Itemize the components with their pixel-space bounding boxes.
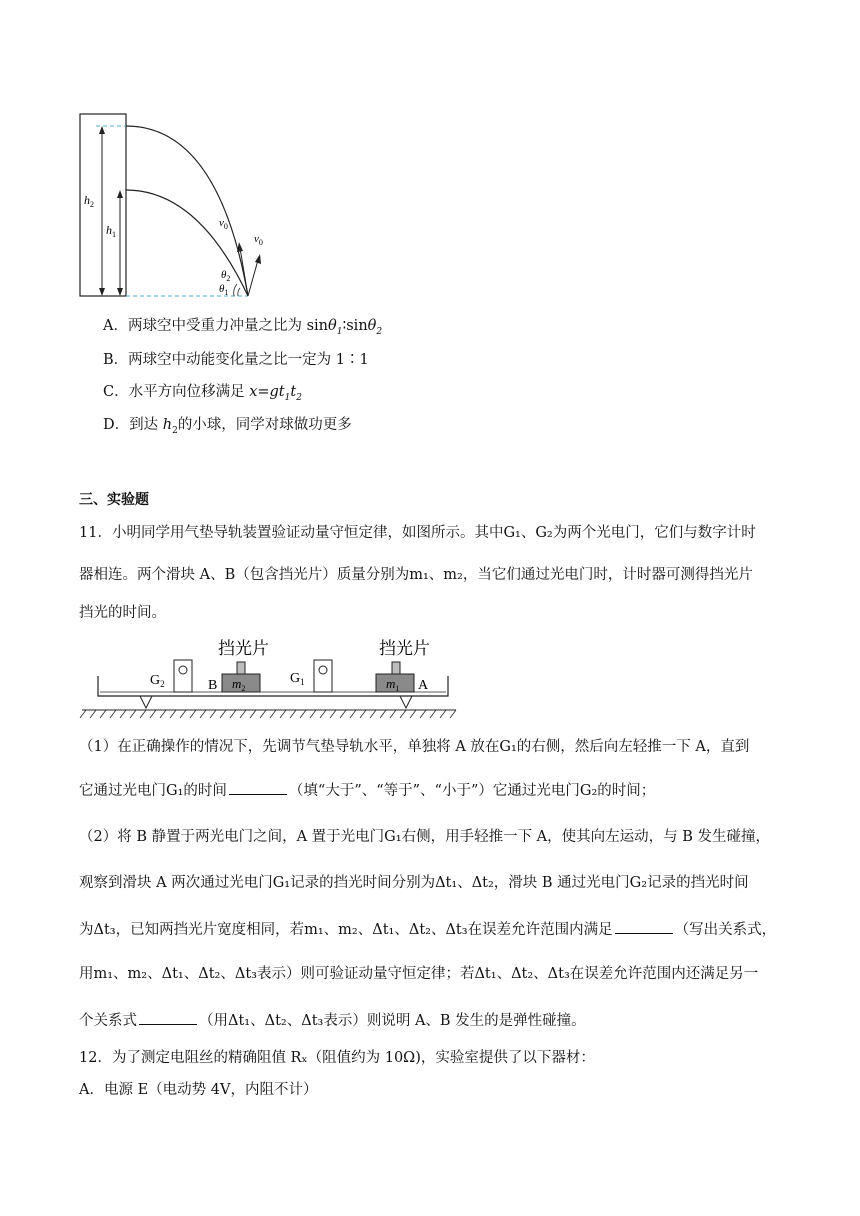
q11-part2-line-2: 观察到滑块 A 两次通过光电门G₁记录的挡光时间分别为Δt₁、Δt₂，滑块 B 通过光电门G₂记录的挡光时间 bbox=[79, 875, 749, 891]
support-left bbox=[140, 696, 152, 708]
m1-label: $m_1$ bbox=[386, 676, 400, 693]
trajectory-h2 bbox=[126, 126, 248, 296]
shade-label-left: 挡光片 bbox=[218, 639, 269, 658]
option-c[interactable]: C．水平方向位移满足 $x=gt_1t_2$ bbox=[103, 384, 302, 403]
q11-line-2: 器相连。两个滑块 A、B（包含挡光片）质量分别为m₁、m₂，当它们通过光电门时，计时器可测得挡光片 bbox=[79, 567, 753, 583]
answer-blank-3[interactable] bbox=[139, 1010, 197, 1025]
q12-line-1: 12．为了测定电阻丝的精确阻值 Rₓ（阻值约为 10Ω)，实验室提供了以下器材： bbox=[79, 1050, 595, 1066]
g1-label: $G_1$ bbox=[290, 671, 305, 687]
q11-part2-line-4: 用m₁、m₂、Δt₁、Δt₂、Δt₃表示）则可验证动量守恒定律；若Δt₁、Δt₂、Δt₃在误差允许范围内还满足另一 bbox=[79, 966, 759, 982]
v0-label-left: $v_0$ bbox=[219, 217, 228, 231]
shade-b bbox=[237, 662, 245, 674]
a-label: A bbox=[418, 678, 429, 693]
v0-label-right: $v_0$ bbox=[254, 233, 263, 247]
photogate-g2 bbox=[174, 660, 192, 692]
shade-a bbox=[392, 662, 400, 674]
projectile-figure bbox=[78, 112, 278, 302]
h1-label: $h_1$ bbox=[106, 223, 116, 239]
g2-label: $G_2$ bbox=[150, 673, 165, 689]
v0-arrow-h1 bbox=[248, 260, 258, 296]
theta2-label: $\theta_2$ bbox=[221, 269, 231, 283]
q11-part1-line-1: （1）在正确操作的情况下，先调节气垫导轨水平，单独将 A 放在G₁的右侧，然后向左轻推一下 A，直到 bbox=[79, 739, 750, 755]
support-right bbox=[400, 696, 412, 708]
q11-part2-line-3: 为Δt₃，已知两挡光片宽度相同，若m₁、m₂、Δt₁、Δt₂、Δt₃在误差允许范围内满足 （写出关系式， bbox=[79, 919, 776, 940]
option-a[interactable]: A．两球空中受重力冲量之比为 sinθ$_1$∶sinθ$_2$ bbox=[103, 318, 383, 337]
q12-option-a: A．电源 E（电动势 4V，内阻不计） bbox=[79, 1082, 318, 1098]
q11-part1-line-2: 它通过光电门G₁的时间 （填“大于”、“等于”、“小于”）它通过光电门G₂的时间； bbox=[79, 780, 655, 801]
answer-blank-2[interactable] bbox=[615, 919, 673, 934]
air-track-figure bbox=[76, 632, 466, 720]
m2-label: $m_2$ bbox=[232, 676, 246, 693]
photogate-g1 bbox=[314, 660, 332, 692]
section-heading: 三、实验题 bbox=[79, 492, 149, 508]
option-d[interactable]: D．到达 $h_2$的小球，同学对球做功更多 bbox=[103, 417, 352, 436]
q11-part2-line-1: （2）将 B 静置于两光电门之间，A 置于光电门G₁右侧，用手轻推一下 A，使其向左运动，与 B 发生碰撞， bbox=[79, 829, 771, 845]
theta1-label: $\theta_1$ bbox=[219, 283, 229, 297]
b-label: B bbox=[208, 678, 218, 693]
h2-label: $h_2$ bbox=[84, 193, 94, 209]
shade-label-right: 挡光片 bbox=[379, 639, 430, 658]
q11-line-1: 11．小明同学用气垫导轨装置验证动量守恒定律，如图所示。其中G₁、G₂为两个光电门，它们与数字计时 bbox=[79, 525, 756, 541]
q11-line-3: 挡光的时间。 bbox=[79, 605, 166, 621]
answer-blank-1[interactable] bbox=[229, 780, 287, 795]
q11-part2-line-5: 个关系式 （用Δt₁、Δt₂、Δt₃表示）则说明 A、B 发生的是弹性碰撞。 bbox=[79, 1010, 586, 1031]
option-b[interactable]: B．两球空中动能变化量之比一定为 1∶1 bbox=[103, 352, 369, 368]
